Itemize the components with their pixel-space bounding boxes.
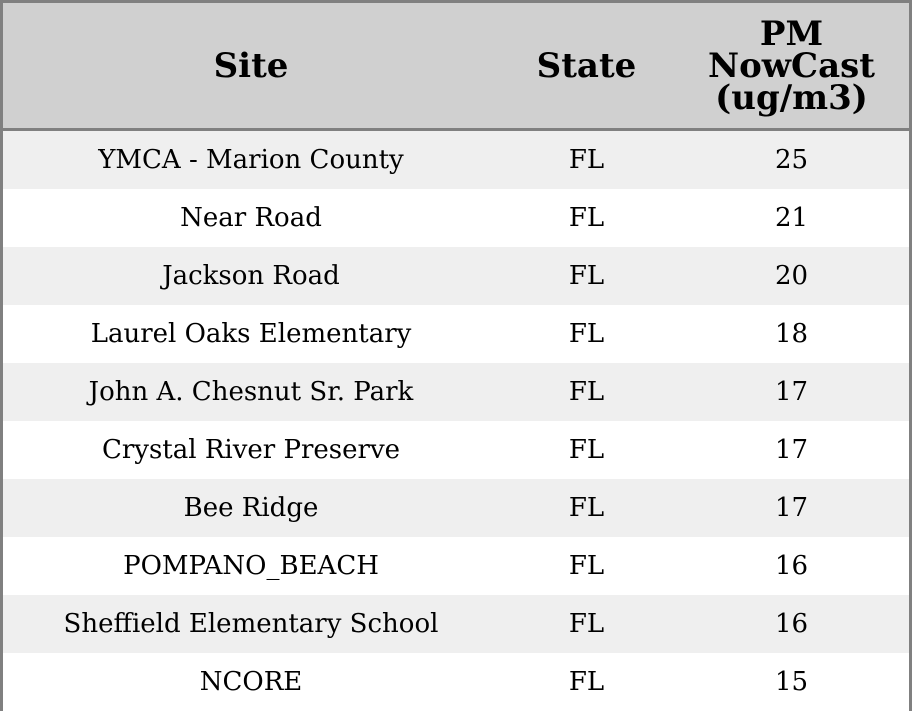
cell-site: Crystal River Preserve — [3, 421, 499, 479]
cell-site: NCORE — [3, 653, 499, 711]
cell-site: Near Road — [3, 189, 499, 247]
cell-pm-value: 17 — [674, 479, 909, 537]
cell-state: FL — [499, 363, 674, 421]
cell-state: FL — [499, 595, 674, 653]
cell-pm-value: 17 — [674, 421, 909, 479]
cell-state: FL — [499, 305, 674, 363]
cell-pm-value: 15 — [674, 653, 909, 711]
cell-site: POMPANO_BEACH — [3, 537, 499, 595]
table-row — [3, 247, 909, 305]
table-row — [3, 479, 909, 537]
cell-pm-value: 20 — [674, 247, 909, 305]
cell-pm-value: 21 — [674, 189, 909, 247]
cell-pm-value: 17 — [674, 363, 909, 421]
table-row — [3, 653, 909, 711]
table-header — [3, 3, 909, 130]
cell-site: YMCA - Marion County — [3, 130, 499, 190]
table-row — [3, 305, 909, 363]
cell-state: FL — [499, 189, 674, 247]
table-row — [3, 189, 909, 247]
header-pm-line-3: (ug/m3) — [715, 77, 868, 118]
cell-pm-value: 16 — [674, 537, 909, 595]
header-state: State — [499, 3, 674, 130]
cell-pm-value: 25 — [674, 130, 909, 190]
cell-pm-value: 16 — [674, 595, 909, 653]
cell-site: Laurel Oaks Elementary — [3, 305, 499, 363]
table-row — [3, 595, 909, 653]
cell-pm-value: 18 — [674, 305, 909, 363]
header-row — [3, 3, 909, 130]
table-row — [3, 537, 909, 595]
cell-state: FL — [499, 479, 674, 537]
header-pm-line-2: NowCast — [708, 45, 875, 86]
table-row — [3, 421, 909, 479]
cell-state: FL — [499, 130, 674, 190]
table-row — [3, 363, 909, 421]
cell-state: FL — [499, 537, 674, 595]
table-body — [3, 130, 909, 711]
pm-nowcast-table — [3, 3, 909, 711]
cell-site: John A. Chesnut Sr. Park — [3, 363, 499, 421]
header-pm-line-1: PM — [759, 13, 824, 54]
cell-site: Jackson Road — [3, 247, 499, 305]
header-pm-nowcast — [674, 3, 909, 130]
cell-site: Sheffield Elementary School — [3, 595, 499, 653]
cell-state: FL — [499, 653, 674, 711]
cell-site: Bee Ridge — [3, 479, 499, 537]
cell-state: FL — [499, 421, 674, 479]
header-site: Site — [3, 3, 499, 130]
cell-state: FL — [499, 247, 674, 305]
table-row — [3, 130, 909, 190]
